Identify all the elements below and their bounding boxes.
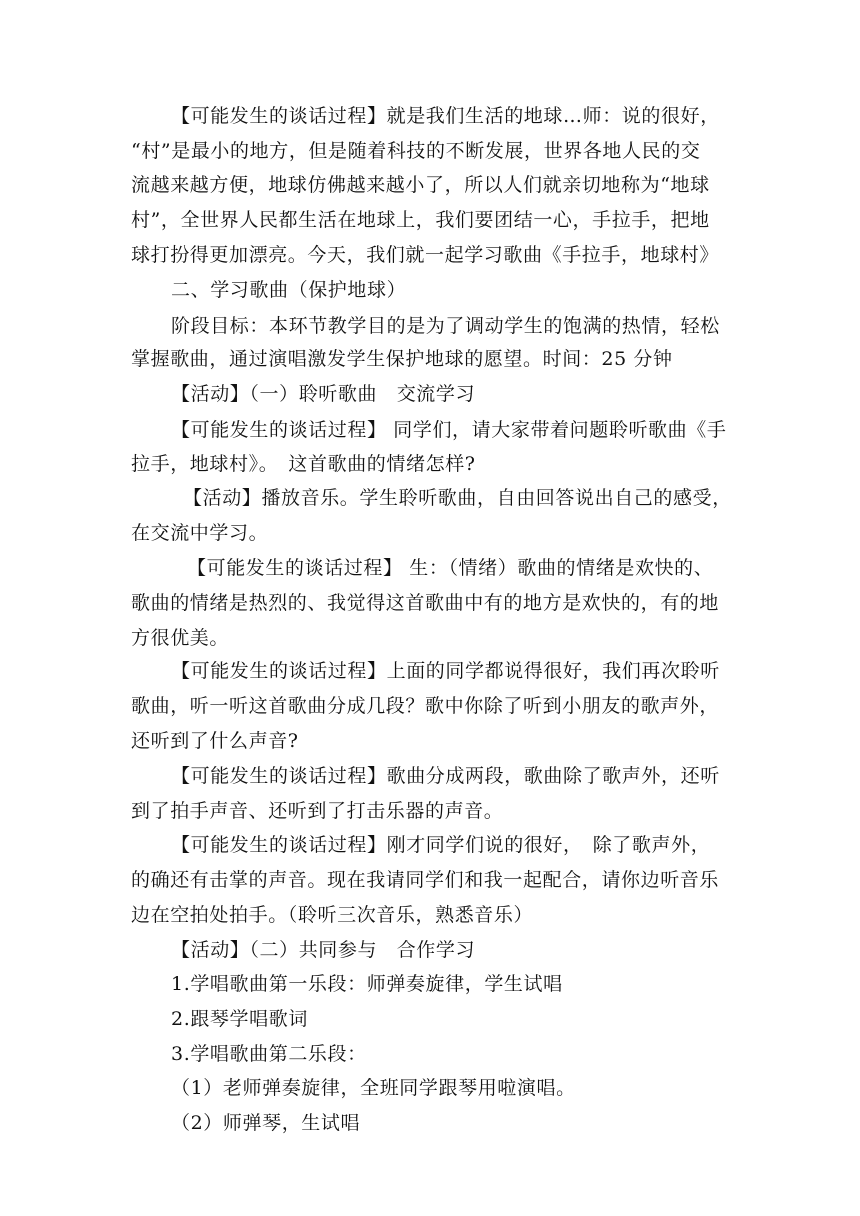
activity-heading: 【活动】（二）共同参与 合作学习 xyxy=(171,939,476,961)
paragraph-line: 歌曲的情绪是热烈的、我觉得这首歌曲中有的地方是欢快的，有的地 xyxy=(131,592,720,614)
activity-heading: 【活动】（一）聆听歌曲 交流学习 xyxy=(171,383,476,405)
paragraph-line: 流越来越方便，地球仿佛越来越小了，所以人们就亲切地称为“地球 xyxy=(131,174,710,196)
paragraph-line: 还听到了什么声音? xyxy=(131,730,299,752)
paragraph-line: 球打扮得更加漂亮。今天，我们就一起学习歌曲《手拉手，地球村》 xyxy=(131,244,720,266)
paragraph-line: 的确还有击掌的声音。现在我请同学们和我一起配合，请你边听音乐 xyxy=(131,869,720,891)
paragraph-line: 掌握歌曲，通过演唱激发学生保护地球的愿望。时间：25 分钟 xyxy=(131,348,673,370)
paragraph-line: 方很优美。 xyxy=(131,627,230,649)
paragraph-line: “村”是最小的地方，但是随着科技的不断发展，世界各地人民的交 xyxy=(131,140,701,162)
paragraph-line: 【可能发生的谈话过程】上面的同学都说得很好，我们再次聆听 xyxy=(171,660,720,682)
paragraph-line: 【可能发生的谈话过程】 生：（情绪）歌曲的情绪是欢快的、 xyxy=(187,557,714,579)
paragraph-line: 拉手，地球村》。 这首歌曲的情绪怎样? xyxy=(131,453,476,475)
paragraph-line: 在交流中学习。 xyxy=(131,522,269,544)
paragraph-line: 阶段目标：本环节教学目的是为了调动学生的饱满的热情，轻松 xyxy=(171,315,720,337)
list-item: （2）师弹琴，生试唱 xyxy=(171,1112,361,1134)
paragraph-line: 【可能发生的谈话过程】 同学们，请大家带着问题聆听歌曲《手 xyxy=(171,419,727,441)
paragraph-line: 【活动】播放音乐。学生聆听歌曲，自由回答说出自己的感受， xyxy=(183,487,732,509)
paragraph-line: 【可能发生的谈话过程】就是我们生活的地球…师：说的很好， xyxy=(171,105,720,127)
list-item: 1.学唱歌曲第一乐段：师弹奏旋律，学生试唱 xyxy=(171,973,563,995)
list-item: 2.跟琴学唱歌词 xyxy=(171,1008,308,1030)
paragraph-line: 村”，全世界人民都生活在地球上，我们要团结一心，手拉手，把地 xyxy=(131,209,710,231)
paragraph-line: 【可能发生的谈话过程】刚才同学们说的很好， 除了歌声外， xyxy=(171,834,711,856)
paragraph-line: 边在空拍处拍手。（聆听三次音乐，熟悉音乐） xyxy=(131,904,534,926)
list-item: 3.学唱歌曲第二乐段： xyxy=(171,1043,367,1065)
list-item: （1）老师弹奏旋律，全班同学跟琴用啦演唱。 xyxy=(171,1077,576,1099)
paragraph-line: 歌曲，听一听这首歌曲分成几段？歌中你除了听到小朋友的歌声外， xyxy=(131,695,720,717)
paragraph-line: 到了拍手声音、还听到了打击乐器的声音。 xyxy=(131,800,504,822)
section-heading: 二、学习歌曲（保护地球） xyxy=(171,279,407,301)
paragraph-line: 【可能发生的谈话过程】歌曲分成两段，歌曲除了歌声外，还听 xyxy=(171,765,720,787)
